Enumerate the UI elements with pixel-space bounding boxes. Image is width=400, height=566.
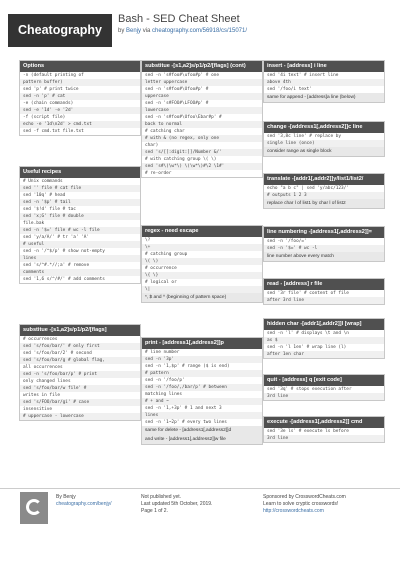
code-line: \+ <box>142 244 262 251</box>
code-line: back to normal <box>142 121 262 128</box>
code-line: sed '' file # cat file <box>20 185 140 192</box>
section-title: line numbering -[address1[,address2]]= <box>264 227 384 238</box>
code-line: lines <box>20 255 140 262</box>
section-substitute-cont <box>141 60 263 178</box>
code-line: # outputs 1 2 3 <box>264 192 384 199</box>
section-read <box>263 278 385 305</box>
code-line: letter uppercase <box>142 79 262 86</box>
page-header <box>0 0 400 58</box>
code-line: sed '3q' # stops execution after <box>267 387 352 392</box>
footer-sponsor-line: Learn to solve cryptic crosswords! <box>263 501 339 507</box>
section-note: replace char l of list1 by char l of list2 <box>264 199 384 208</box>
page-title: Bash - SED Cheat Sheet <box>118 13 240 25</box>
sheet-url-link[interactable]: cheatography.com/56918/cs/15071/ <box>152 28 248 34</box>
via-label: via <box>142 28 151 34</box>
code-line: sed -n 's#foo#\Ufoo\Ebar#p' # <box>145 115 222 120</box>
section-substitute-flags <box>19 324 141 421</box>
code-line: sed 's#\(\w*\) \(\w*\)#\2 \1#' <box>142 163 262 170</box>
code-line: # catching char <box>145 129 185 134</box>
code-line: sed 's/foo/bar/w file' # <box>20 385 140 392</box>
code-line: sed 'y/a/A/' # tr 'a' 'A' <box>23 235 90 240</box>
code-line: # pattern <box>142 370 262 377</box>
code-line: # occurrence <box>145 266 177 271</box>
footer-not-published: Not published yet. <box>141 494 182 500</box>
section-title: regex - need escape <box>142 226 262 237</box>
code-line: # with & (no regex, only one <box>142 135 262 142</box>
code-line: -e (chain commands) <box>23 101 74 106</box>
code-line: sed -n '3p' <box>142 356 262 363</box>
section-quit <box>263 374 385 401</box>
section-print <box>141 337 263 445</box>
code-line: only changed lines <box>23 379 71 384</box>
footer-sponsor <box>263 494 346 515</box>
code-line: char) <box>145 143 159 148</box>
code-line: sed -n '$=' # wc -l <box>264 245 384 252</box>
code-line: # uppercase - lowercase <box>20 413 140 420</box>
code-line: # catching group <box>145 252 188 257</box>
code-line: sed '10q' # head <box>23 193 66 198</box>
code-line: sed 's/foo/bar/g # global flag, <box>20 357 140 364</box>
footer-by-author: By Benjy <box>56 494 76 500</box>
section-title: substitue -[s1,a2]s/p1/p2/[flags] (cont) <box>142 61 262 72</box>
code-line: # + and ~ <box>142 398 262 405</box>
code-line: lines <box>142 412 262 419</box>
code-line: sed -n 's#foo#\ufoo#p' # one <box>145 73 220 78</box>
code-line: sed -n '1~2p' # every two lines <box>145 420 227 425</box>
section-note: consider range as single block <box>264 147 384 156</box>
section-title: substitue -[s1,a2]s/p1/p2/[flags] <box>20 325 140 336</box>
footer-last-updated: Last updated 5th October, 2019. <box>141 501 213 507</box>
section-line-numbering <box>263 226 385 262</box>
author-avatar[interactable] <box>20 492 48 524</box>
code-line: sed -n '/^$/p' # show not-empty <box>23 249 105 254</box>
section-title: read - [address] r file <box>264 279 384 290</box>
code-line: sed -n 's/foo/bar/p' # print <box>20 371 140 378</box>
code-line: sed -n '1,$p' # range ($ is end) <box>145 364 230 369</box>
code-line: above 4th <box>264 79 384 86</box>
section-title: insert - [address] i line <box>264 61 384 72</box>
by-label: by <box>118 28 125 34</box>
code-line: sed -n 's#FOO#\LFOO#p' # <box>145 101 209 106</box>
section-note: *, $ and ^ (beginning of pattern space) <box>142 293 262 302</box>
code-line: sed '/foo/i text' <box>267 87 312 92</box>
code-line: sed -n '$p' # tail <box>20 199 140 206</box>
footer-status <box>141 494 212 515</box>
code-line: as $ <box>264 337 384 344</box>
code-line: 3rd line <box>264 393 384 400</box>
code-line: echo "a b c" | sed 'y/abc/123/' <box>267 186 349 191</box>
code-line: sed -n '$=' file # wc -l file <box>20 227 140 234</box>
code-line: sed -n 'p' # cat <box>20 93 140 100</box>
code-line: # logical or <box>145 280 177 285</box>
code-line: # with catching group \( \) <box>145 157 217 162</box>
code-line: all occurrences <box>23 365 63 370</box>
code-line: after 3rd line <box>264 297 384 304</box>
footer-page-number: Page 1 of 2. <box>141 508 168 514</box>
code-line: sed '3,8c line' # replace by <box>267 134 342 139</box>
section-insert <box>263 60 385 103</box>
section-title: Useful recipes <box>20 167 140 178</box>
code-line: sed -n 'l 1en' # wrap line (l) <box>267 345 347 350</box>
code-line: sed '3r file' # content of file <box>267 291 349 296</box>
code-line: matching lines <box>145 392 183 397</box>
code-line: sed -n '/foo/=' <box>267 239 307 244</box>
code-line: sed 's/foo/bar/' # only first <box>20 343 140 350</box>
section-hidden-char <box>263 318 385 359</box>
code-line: echo -e '1d\n2d' > cmd.txt <box>20 121 140 128</box>
section-change <box>263 121 385 157</box>
code-line: \{ \} <box>142 272 262 279</box>
code-line: \? <box>145 238 151 243</box>
section-note: same for append - [address]a line (below) <box>264 93 384 102</box>
section-useful-recipes <box>19 166 141 284</box>
section-title: Options <box>20 61 140 72</box>
section-title: change -[address1[,address2]]c line <box>264 122 384 133</box>
code-line: pattern buffer) <box>20 79 140 86</box>
cheatography-c-icon <box>26 499 42 515</box>
code-line: sed -n 's#foo#\Ufoo#p' # <box>145 87 209 92</box>
code-line: sed 's/[[:digit:]]/Number &/' <box>142 149 262 156</box>
section-execute <box>263 416 385 443</box>
code-line: sed '4i text' # insert line <box>267 73 339 78</box>
code-line: insensitive <box>23 407 53 412</box>
code-line: # occurrences <box>23 337 58 342</box>
footer-author-link[interactable]: cheatography.com/benjy/ <box>56 501 112 507</box>
section-regex-escape <box>141 225 263 303</box>
code-line: 3rd line <box>264 435 384 442</box>
section-note: line number above every match <box>264 252 384 261</box>
author-link[interactable]: Benjy <box>126 28 142 34</box>
code-line: sed -n '1,+3p' # 1 and next 3 <box>145 406 222 411</box>
code-line: \| <box>142 286 262 293</box>
byline <box>118 28 247 34</box>
footer-sponsor-link[interactable]: http://crosswordcheats.com <box>263 508 324 514</box>
code-line: after 1en char <box>264 351 384 358</box>
code-line: file.bak <box>23 221 45 226</box>
code-line: # useful <box>20 241 140 248</box>
code-line: \( \) <box>142 258 262 265</box>
code-line: sed -f cmd.txt file.txt <box>23 129 84 134</box>
code-line: sed -n '/foo/,/bar/p' # between <box>142 384 262 391</box>
code-line: # Unix commands <box>23 179 63 184</box>
code-line: sed -n '/foo/p' <box>145 378 185 383</box>
code-line: sed 'x;G' file # double <box>20 213 140 220</box>
code-line: # line number <box>145 350 180 355</box>
code-line: sed -e '1d' -e '2d' <box>20 107 140 114</box>
code-line: sed 's/foo/bar/2' # second <box>23 351 92 356</box>
section-title: quit - [address] q [exit code] <box>264 375 384 386</box>
code-line: sed '1,6 s/^/#/' # add comments <box>23 277 105 282</box>
cheatography-logo[interactable]: Cheatography <box>8 14 112 47</box>
code-line: writes in file <box>23 393 61 398</box>
section-title: execute -[address1[,address2]] cmd <box>264 417 384 428</box>
code-line: sed -n 'l' # displays \t and \n <box>267 331 349 336</box>
section-translate <box>263 173 385 209</box>
code-line: sed '3e ls' # execute ls before <box>267 429 349 434</box>
code-line: # re-order <box>145 171 172 176</box>
footer-sponsor-name: Sponsored by CrosswordCheats.com <box>263 494 346 500</box>
section-title: print - [address1[,address2]]p <box>142 338 262 349</box>
section-note: same for delete - [address1[,address2]]d <box>142 426 262 435</box>
section-title: hidden char -[addr1[,addr2]]l [wrap] <box>264 319 384 330</box>
code-line: -n (default printing of <box>23 73 84 78</box>
code-line: comments <box>20 269 140 276</box>
footer-author <box>56 494 112 508</box>
section-title: translate -[addr1[,addr2]]y/list1/list2/ <box>264 174 384 185</box>
code-line: lowercase <box>142 107 262 114</box>
code-line: uppercase <box>142 93 262 100</box>
code-line: sed '$!d' file # tac <box>23 207 76 212</box>
code-line: -f (script file) <box>23 115 66 120</box>
section-note: and write - [address1[,address2]]w file <box>142 435 262 444</box>
code-line: single line (once) <box>264 140 384 147</box>
code-line: sed 'p' # print twice <box>23 87 79 92</box>
section-options <box>19 60 141 136</box>
code-line: sed 's/^#.*//;a' # remove <box>23 263 90 268</box>
code-line: sed 's/FOO/bar/gi' # case <box>20 399 140 406</box>
